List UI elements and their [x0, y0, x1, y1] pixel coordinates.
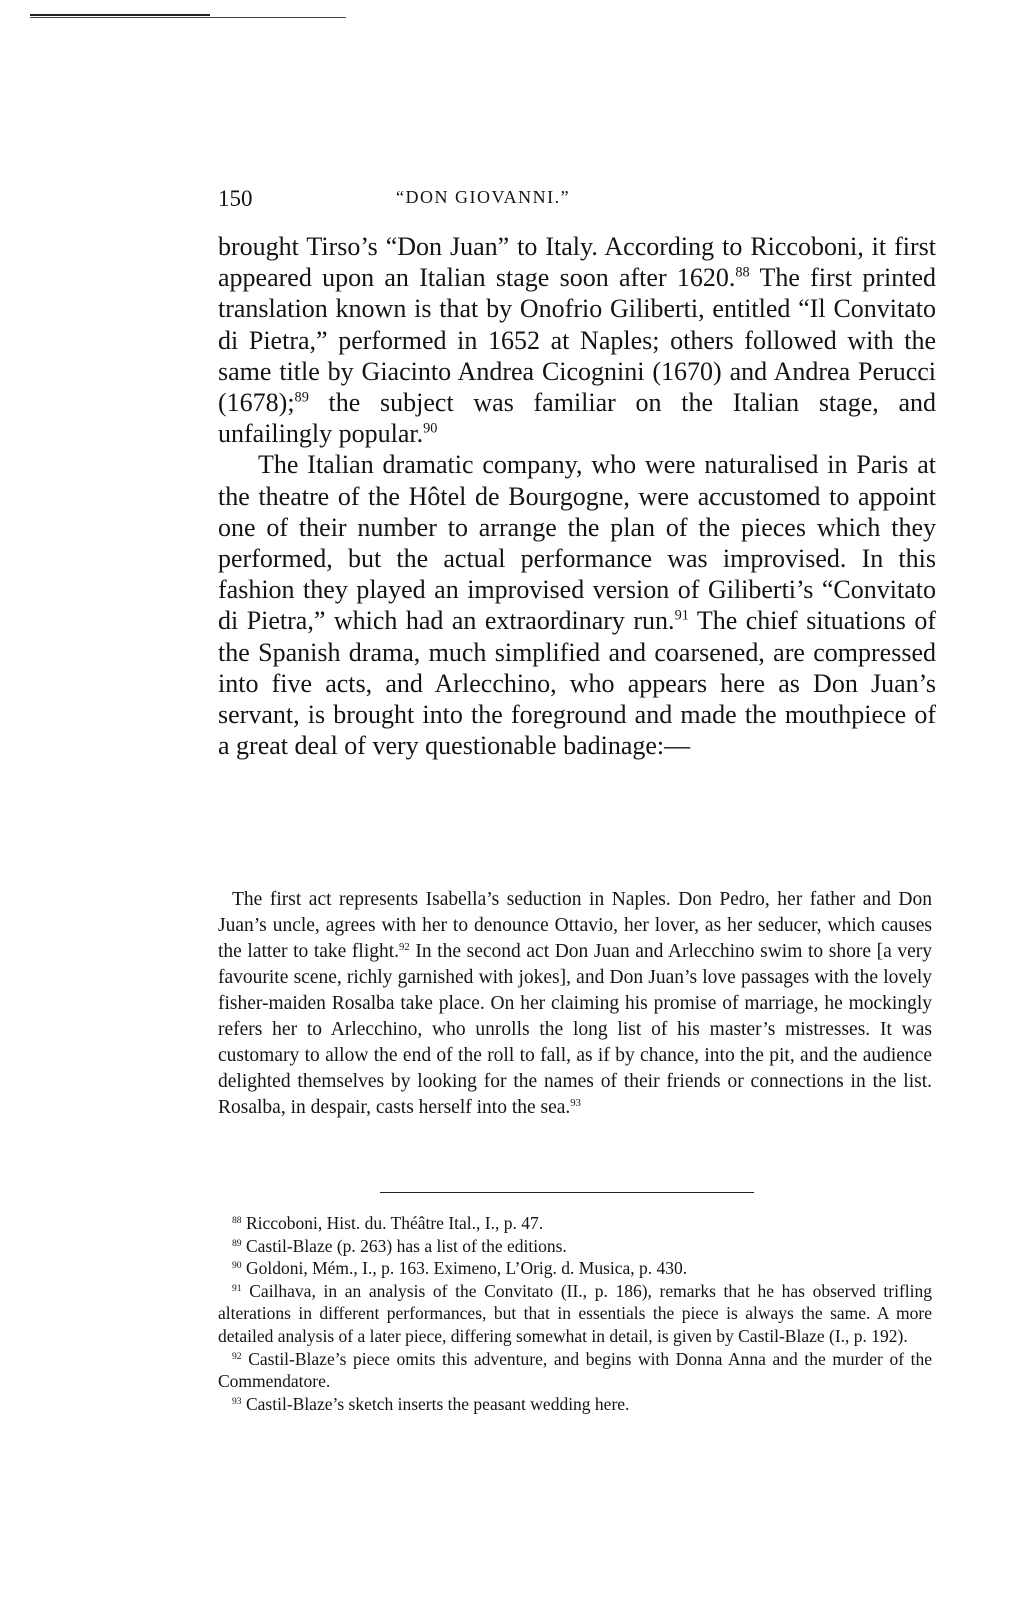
- paragraph-text: the subject was familiar on the Italian stage, and unfailingly popular.: [218, 388, 936, 449]
- paragraph-1: [218, 231, 936, 449]
- body-text: [218, 231, 936, 761]
- footnote-number: 93: [232, 1395, 242, 1407]
- footnote-number: 90: [232, 1259, 242, 1271]
- extract-paragraph: [218, 887, 932, 1121]
- footnote-number: 92: [232, 1350, 242, 1362]
- footnote-91: [218, 1280, 932, 1348]
- paragraph-text: The first printed translation known is that by Onofrio Giliberti, entitled “Il Convitato di Pietra,” performed in 1652 at Naples; others followed with the same title by Giacinto Andrea Cicognini (1670) and Andrea Perucci (1678);: [218, 263, 936, 418]
- paragraph-text: The chief situations of the Spanish drama, much simplified and coarsened, are compressed into five acts, and Arlecchino, who appears here as Don Juan’s servant, is brought into the foreground and made the mouthpiece of a great deal of very questionable badinage:—: [218, 606, 936, 761]
- footnote-88: [218, 1212, 932, 1235]
- footnote-ref: 92: [399, 941, 410, 954]
- footnote-text: Castil-Blaze’s sketch inserts the peasant wedding here.: [241, 1393, 630, 1414]
- footnote-text: Castil-Blaze (p. 263) has a list of the editions.: [241, 1235, 567, 1256]
- footnote-ref: 90: [423, 420, 438, 437]
- running-head: [218, 186, 936, 216]
- footnote-text: Riccoboni, Hist. du. Théâtre Ital., I., p. 47.: [241, 1213, 544, 1233]
- footnote-ref: 91: [674, 608, 689, 625]
- paragraph-text: brought Tirso’s “Don Juan” to Italy. According to Riccoboni, it first appeared upon an Italian stage soon after 1620.: [218, 232, 936, 293]
- top-edge-rule-thick: [30, 14, 210, 16]
- footnotes: [218, 1212, 932, 1415]
- footnote-ref: 89: [294, 389, 309, 406]
- page-number: 150: [218, 186, 253, 211]
- footnote-separator: [380, 1192, 754, 1193]
- footnote-90: [218, 1257, 932, 1280]
- running-title: “DON GIOVANNI.”: [396, 187, 571, 207]
- extract-text: In the second act Don Juan and Arlecchino swim to shore [a very favourite scene, richly garnished with jokes], and Don Juan’s love passages with the lovely fisher-maiden Rosalba take place. On her claiming his promise of marriage, he mockingly refers her to Arlecchino, who unrolls the long list of his master’s mistresses. It was customary to allow the end of the roll to fall, as if by chance, into the pit, and the audience delighted themselves by looking for the names of their friends or connections in the list. Rosalba, in despair, casts herself into the sea.: [218, 941, 932, 1118]
- footnote-92: [218, 1348, 932, 1393]
- footnote-number: 88: [232, 1214, 242, 1226]
- top-edge-rule-thin: [30, 17, 346, 18]
- footnote-ref: 88: [735, 264, 750, 281]
- footnote-89: [218, 1235, 932, 1258]
- paragraph-2: [218, 449, 936, 761]
- top-edge-rule: [30, 14, 346, 17]
- extract-text: The first act represents Isabella’s seduction in Naples. Don Pedro, her father and Don Juan’s uncle, agrees with her to denounce Ottavio, her lover, as her seducer, which causes the latter to take flight.: [218, 889, 932, 962]
- footnote-number: 91: [232, 1282, 242, 1294]
- block-quote-extract: [218, 887, 932, 1121]
- footnote-text: Castil-Blaze’s piece omits this adventure, and begins with Donna Anna and the murder of the Commendatore.: [218, 1348, 932, 1392]
- footnote-93: [218, 1393, 932, 1416]
- paragraph-text: The Italian dramatic company, who were naturalised in Paris at the theatre of the Hôtel de Bourgogne, were accustomed to appoint one of their number to arrange the plan of the pieces which they performed, but the actual performance was improvised. In this fashion they played an improvised version of Giliberti’s “Convitato di Pietra,” which had an extraordinary run.: [218, 450, 936, 636]
- footnote-number: 89: [232, 1237, 242, 1249]
- footnote-text: Cailhava, in an analysis of the Convitato (II., p. 186), remarks that he has observed trifling alterations in different performances, but that in essentials the piece is always the same. A more detailed analysis of a later piece, differing somewhat in detail, is given by Castil-Blaze (I., p. 192).: [218, 1280, 932, 1346]
- footnote-ref: 93: [570, 1097, 582, 1110]
- footnote-text: Goldoni, Mém., I., p. 163. Eximeno, L’Orig. d. Musica, p. 430.: [241, 1258, 688, 1279]
